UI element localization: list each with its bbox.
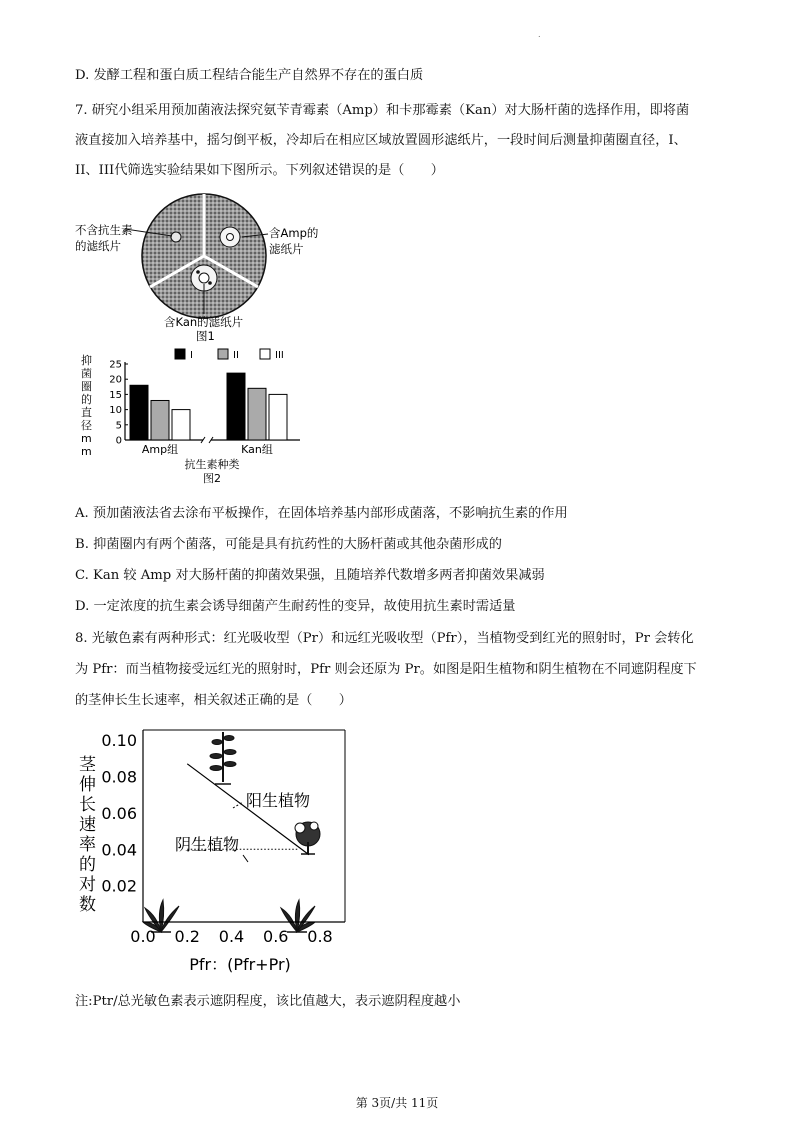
x-category-label: Kan组	[241, 443, 273, 456]
q7-option-c: C. Kan 较 Amp 对大肠杆菌的抑菌效果强，且随培养代数增多两者抑菌效果减弱	[75, 568, 545, 583]
x-tick-label: 0.4	[218, 927, 245, 946]
label-kan: 含Kan的滤纸片	[164, 315, 244, 329]
y-axis-label-char: 直	[81, 406, 92, 419]
figure-2-caption: 图2	[203, 472, 221, 485]
figure-1-caption: 图1	[196, 329, 215, 343]
y-axis-label-char: 圈	[81, 380, 92, 393]
legend-swatch-2	[218, 349, 228, 359]
q7-stem-line-1: 7. 研究小组采用预加菌液法探究氨苄青霉素（Amp）和卡那霉素（Kan）对大肠杆菌的选择作用，即将菌	[75, 103, 690, 118]
legend-label-1: I	[190, 350, 193, 361]
figure-2-bar-chart	[75, 342, 335, 492]
label-no-antibiotic-1: 不含抗生素	[75, 223, 133, 237]
bar-Amp组-III	[172, 410, 190, 440]
annotation-shade-plant: 阴生植物	[175, 835, 240, 854]
legend-swatch-3	[260, 349, 270, 359]
y-axis-label-char: 对	[79, 875, 96, 895]
bar-Amp组-II	[151, 400, 169, 440]
y-axis-label-char: 数	[79, 895, 96, 915]
y-tick-label: 0.04	[101, 840, 137, 860]
colony-2	[208, 281, 212, 285]
x-tick-label: 0.6	[263, 927, 289, 946]
y-tick-label: 5	[115, 420, 122, 432]
y-tick-label: 0.08	[101, 767, 137, 787]
x-category-label: Amp组	[141, 443, 179, 456]
label-amp-2: 滤纸片	[269, 242, 304, 256]
bar-Amp组-I	[130, 385, 148, 440]
y-axis-label-char: 速	[79, 815, 96, 835]
y-tick-label: 10	[109, 405, 122, 417]
filter-paper-blank	[171, 232, 181, 242]
x-axis-label: Pfr：(Pfr+Pr)	[189, 955, 291, 974]
y-axis-label-char: m	[81, 432, 92, 445]
legend-label-3: III	[275, 350, 284, 361]
y-axis-label-char: 的	[79, 855, 96, 875]
q7-option-d: D. 一定浓度的抗生素会诱导细菌产生耐药性的变异，故使用抗生素时需适量	[75, 599, 516, 614]
y-axis-label-char: 的	[81, 393, 92, 406]
bar-Kan组-III	[269, 394, 287, 440]
x-tick-label: 0.8	[307, 927, 333, 946]
y-tick-label: 25	[109, 359, 122, 371]
figure-1-petri-dish	[70, 192, 340, 344]
x-tick-label: 0.0	[130, 927, 156, 946]
x-tick-label: 0.2	[174, 927, 200, 946]
y-axis-label-char: 长	[79, 795, 96, 815]
label-amp-1: 含Amp的	[269, 226, 319, 240]
annotation-sun-plant: 阳生植物	[246, 791, 311, 810]
y-axis-label-char: 径	[81, 419, 92, 432]
q7-option-b: B. 抑菌圈内有两个菌落，可能是具有抗药性的大肠杆菌或其他杂菌形成的	[75, 537, 502, 552]
figure-3-stem-elongation-chart	[75, 722, 365, 984]
sun-plant-tall-icon	[210, 732, 236, 784]
x-axis-label: 抗生素种类	[184, 458, 240, 471]
y-axis-label-char: 菌	[81, 367, 92, 380]
sun-plant-bushy-icon	[295, 822, 320, 854]
q7-option-a: A. 预加菌液法省去涂布平板操作，在固体培养基内部形成菌落，不影响抗生素的作用	[75, 506, 568, 521]
y-tick-label: 0.02	[101, 876, 137, 896]
y-axis-label-char: m	[81, 445, 92, 458]
colony-1	[196, 270, 200, 274]
y-tick-label: 0.06	[101, 803, 137, 823]
label-no-antibiotic-2: 的滤纸片	[75, 239, 121, 253]
legend-swatch-1	[175, 349, 185, 359]
y-tick-label: 20	[109, 374, 122, 386]
bar-Kan组-I	[227, 373, 245, 440]
q8-stem-line-2: 为 Pfr：而当植物接受远红光的照射时，Pfr 则会还原为 Pr。如图是阳生植物和阴生植物在不同遮阴程度下	[75, 662, 697, 677]
page-footer: 第 3页/共 11页	[355, 1096, 439, 1110]
y-axis-label-char: 抑	[81, 354, 92, 367]
y-axis-label-char: 率	[79, 835, 96, 855]
q6-option-d: D. 发酵工程和蛋白质工程结合能生产自然界不存在的蛋白质	[75, 68, 424, 83]
y-tick-label: 0	[115, 435, 122, 447]
filter-paper-kan	[199, 273, 209, 283]
y-axis-label-char: 伸	[79, 775, 96, 795]
y-tick-label: 15	[109, 389, 122, 401]
q8-stem-line-1: 8. 光敏色素有两种形式：红光吸收型（Pr）和远红光吸收型（Pfr），当植物受到红光的照射时，Pr 会转化	[75, 631, 694, 646]
y-tick-label: 0.10	[101, 731, 137, 751]
y-axis-label-char: 茎	[79, 755, 96, 775]
q8-note: 注:Ptr/总光敏色素表示遮阴程度，该比值越大，表示遮阴程度越小	[75, 994, 461, 1009]
legend-label-2: II	[233, 350, 239, 361]
q7-stem-line-3: II、III代筛选实验结果如下图所示。下列叙述错误的是（ ）	[75, 163, 444, 178]
corner-mark: .	[538, 30, 541, 39]
filter-paper-amp	[227, 234, 234, 241]
annotation-leader-shade	[243, 855, 248, 862]
q7-stem-line-2: 液直接加入培养基中，摇匀倒平板，冷却后在相应区域放置圆形滤纸片，一段时间后测量抑菌圈直径，I、	[75, 133, 687, 148]
q8-stem-line-3: 的茎伸长生长速率，相关叙述正确的是（ ）	[75, 693, 352, 708]
bar-Kan组-II	[248, 388, 266, 440]
